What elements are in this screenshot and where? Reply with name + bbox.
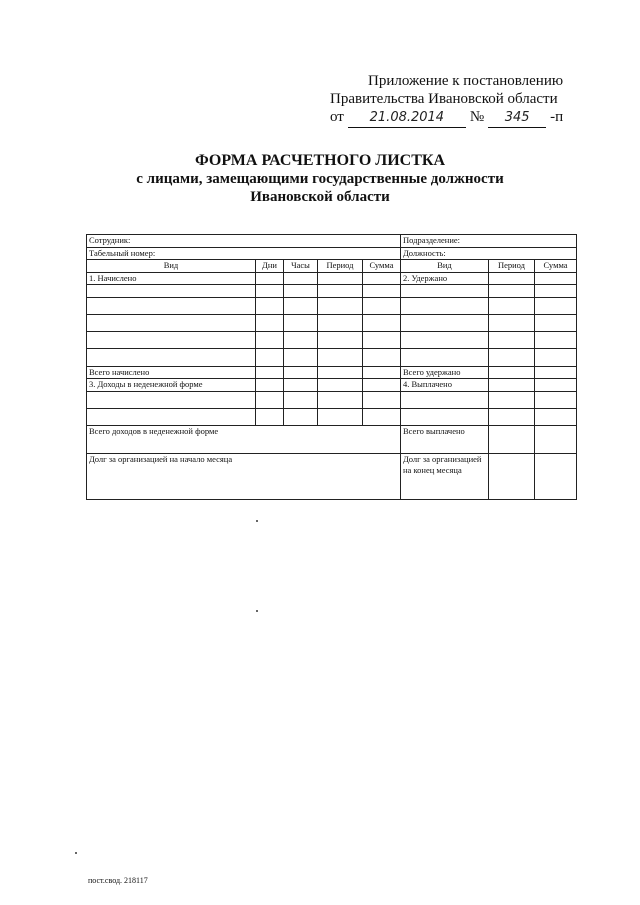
total-accrued-label: Всего начислено <box>87 366 256 379</box>
table-row <box>87 379 577 392</box>
decree-date: 21.08.2014 <box>348 109 466 128</box>
table-row <box>87 348 577 366</box>
decree-number: 345 <box>488 109 546 128</box>
table-row <box>87 425 577 453</box>
from-label: от <box>330 109 344 125</box>
number-suffix: -п <box>550 109 564 125</box>
col-type-left: Вид <box>87 260 256 273</box>
appendix-line-1: Приложение к постановлению <box>368 73 564 89</box>
employee-cell: Сотрудник: <box>87 235 401 248</box>
col-sum-right: Сумма <box>535 260 577 273</box>
appendix-header <box>330 72 590 128</box>
appendix-line-3 <box>330 108 590 128</box>
position-cell: Должность: <box>401 247 577 260</box>
table-row <box>87 272 577 285</box>
scan-speck <box>256 520 258 522</box>
col-days: Дни <box>256 260 284 273</box>
table-row <box>87 297 577 314</box>
title-line-1: ФОРМА РАСЧЕТНОГО ЛИСТКА <box>194 152 446 169</box>
table-row <box>87 285 577 298</box>
table-row <box>87 314 577 331</box>
table-row <box>87 366 577 379</box>
paid-label: 4. Выплачено <box>401 379 489 392</box>
debt-start-label: Долг за организацией на начало месяца <box>87 453 401 499</box>
table-row <box>87 453 577 499</box>
table-row <box>87 391 577 408</box>
total-paid-label: Всего выплачено <box>401 425 489 453</box>
table-row <box>87 408 577 425</box>
footer-code: пост.свод. 218117 <box>88 876 148 885</box>
column-header-row <box>87 260 577 273</box>
scan-speck <box>75 852 77 854</box>
withheld-label: 2. Удержано <box>401 272 489 285</box>
tab-number-cell: Табельный номер: <box>87 247 401 260</box>
accrued-label: 1. Начислено <box>87 272 256 285</box>
table-row <box>87 331 577 348</box>
scan-speck <box>256 610 258 612</box>
total-withheld-label: Всего удержано <box>401 366 489 379</box>
col-period-left: Период <box>318 260 363 273</box>
col-sum-left: Сумма <box>363 260 401 273</box>
payslip-form-table <box>86 234 577 500</box>
title-line-2: с лицами, замещающими государственные должности <box>136 171 504 187</box>
department-cell: Подразделение: <box>401 235 577 248</box>
total-in-kind-label: Всего доходов в неденежной форме <box>87 425 401 453</box>
debt-end-label: Долг за организацией на конец месяца <box>401 453 489 499</box>
table-row <box>87 235 577 248</box>
document-title <box>0 152 640 206</box>
col-hours: Часы <box>284 260 318 273</box>
title-line-3: Ивановской области <box>250 189 390 205</box>
col-type-right: Вид <box>401 260 489 273</box>
in-kind-label: 3. Доходы в неденежной форме <box>87 379 256 392</box>
number-label: № <box>469 109 485 125</box>
appendix-line-2: Правительства Ивановской области <box>330 91 558 107</box>
col-period-right: Период <box>489 260 535 273</box>
table-row <box>87 247 577 260</box>
